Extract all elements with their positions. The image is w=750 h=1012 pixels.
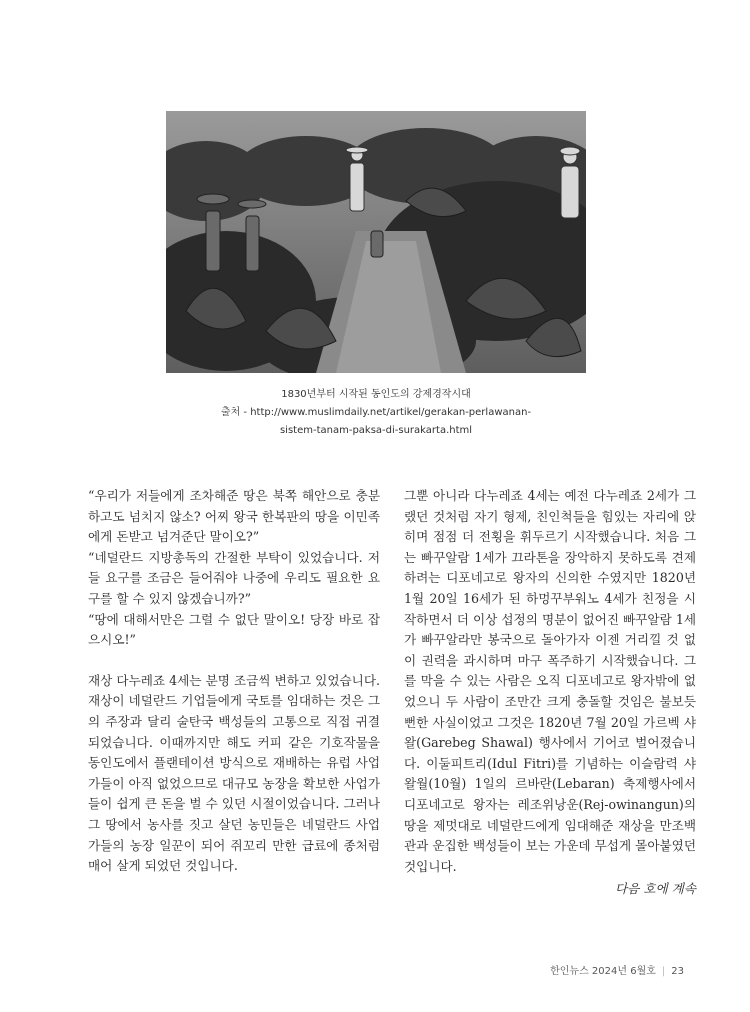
page-number: 23 <box>671 966 684 977</box>
to-be-continued: 다음 호에 계속 <box>615 881 696 897</box>
plantation-photo-graphic <box>166 111 586 373</box>
paragraph-spacer <box>88 651 380 671</box>
left-column <box>88 486 380 877</box>
historical-photo <box>166 111 586 373</box>
right-column <box>404 486 696 900</box>
paragraph: “네덜란드 지방총독의 간절한 부탁이 있었습니다. 저들 요구를 조금은 들어줘야 나중에 우리도 필요한 요구를 할 수 있지 않겠습니까?” <box>88 549 380 606</box>
caption-source-line-2: sistem-tanam-paksa-di-surakarta.html <box>279 425 473 436</box>
caption-source-line-1: 출처 - http://www.muslimdaily.net/artikel/gerakan-perlawanan- <box>220 407 532 418</box>
caption-title: 1830년부터 시작된 동인도의 강제경작시대 <box>281 389 471 400</box>
page-footer <box>550 962 684 977</box>
paragraph: “땅에 대해서만은 그럴 수 없단 말이오! 당장 바로 잡으시오!” <box>88 611 380 648</box>
publication-name: 한인뉴스 2024년 6월호 <box>550 966 656 977</box>
paragraph: 재상 다누레죠 4세는 분명 조금씩 변하고 있었습니다. 재상이 네덜란드 기업들에게 국토를 임대하는 것은 그의 주장과 달리 술탄국 백성들의 고통으로 직접 귀결되었습니다. 이때까지만 해도 커피 같은 기호작물을 동인도에서 플랜테이션 방식으로 재배하는 유럽 사업가들이 아직 없었으므로 대규모 농장을 확보한 사업가들이 쉽게 큰 돈을 벌 수 있던 시절이었습니다. 그러나 그 땅에서 농사를 짓고 살던 농민들은 네덜란드 사업가들의 농장 일꾼이 되어 쥐꼬리 만한 급료에 종처럼 매어 살게 되었던 것입니다. <box>88 672 380 874</box>
paragraph: “우리가 저들에게 조차해준 땅은 북쪽 해안으로 충분하고도 넘치지 않소? 어찌 왕국 한복판의 땅을 이민족에게 돈받고 넘겨준단 말이오?” <box>88 488 380 545</box>
paragraph: 그뿐 아니라 다누레죠 4세는 예전 다누레죠 2세가 그랬던 것처럼 자기 형제, 친인척들을 힘있는 자리에 앉히며 점점 더 전횡을 휘두르기 시작했습니다. 처음 그는 빠꾸알람 1세가 끄라톤을 장악하지 못하도록 견제하려는 디포네고로 왕자의 신의한 수였지만 1820년 1월 20일 16세가 된 하멍꾸부워노 4세가 친정을 시작하면서 더 이상 섭정의 명분이 없어진 빠꾸알람 1세가 빠꾸알라만 봉국으로 돌아가자 이젠 거리낄 것 없이 권력을 과시하며 마구 폭주하기 시작했습니다. 그를 막을 수 있는 사람은 오직 디포네고로 왕자밖에 없었으니 두 사람이 조만간 크게 충돌할 것임은 불보듯 뻔한 사실이었고 그것은 1820년 7월 20일 가르벡 샤왈(Garebeg Shawal) 행사에서 기어코 벌어졌습니다. 이둘피트리(Idul Fitri)를 기념하는 이슬람력 샤왈월(10월) 1일의 르바란(Lebaran) 축제행사에서 디포네고로 왕자는 레조위낭운(Rej-owinangun)의 땅을 제멋대로 네덜란드에게 임대해준 재상을 만조백관과 운집한 백성들이 보는 가운데 무섭게 몰아붙였던 것입니다. <box>404 488 696 874</box>
footer-separator: | <box>661 966 666 977</box>
photo-caption <box>160 386 592 440</box>
